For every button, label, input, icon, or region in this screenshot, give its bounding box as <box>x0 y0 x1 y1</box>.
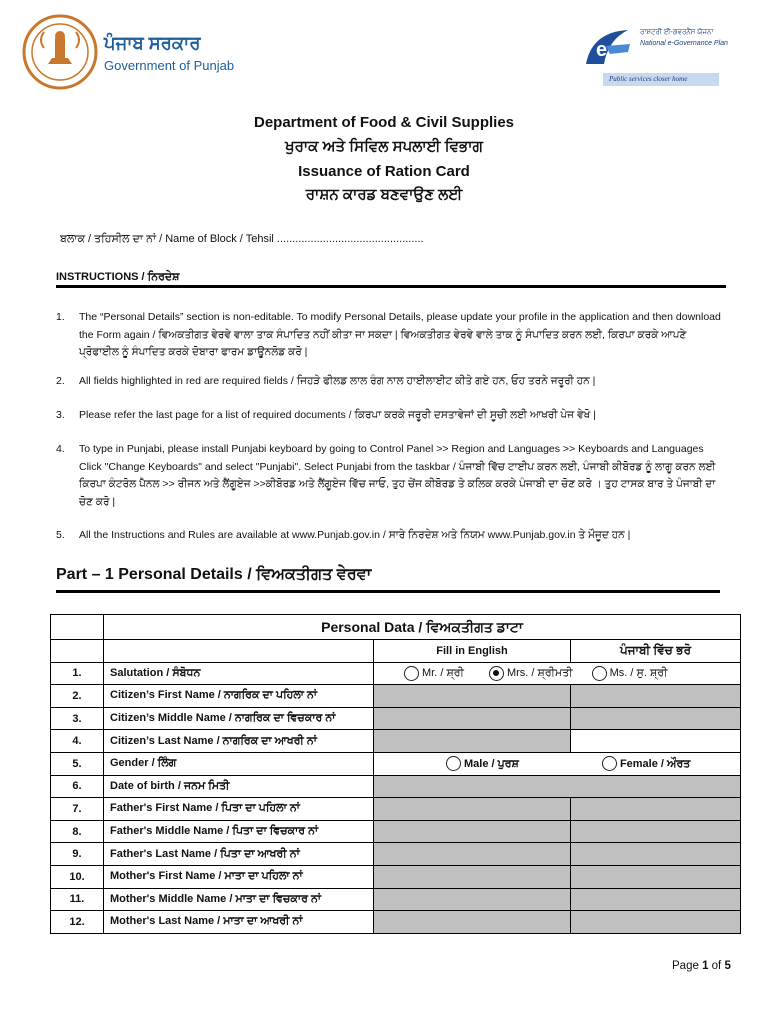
instruction-item <box>56 527 721 545</box>
row-number: 1. <box>51 662 104 685</box>
column-header-punjabi: ਪੰਜਾਬੀ ਵਿੱਚ ਭਰੋ <box>571 640 741 663</box>
punjabi-input[interactable] <box>571 707 741 730</box>
english-input[interactable] <box>374 707 571 730</box>
option-label: Mrs. / ਸ਼੍ਰੀਮਤੀ <box>506 667 573 680</box>
row-number: 7. <box>51 798 104 821</box>
gender-female-radio[interactable] <box>602 758 690 770</box>
punjabi-input[interactable] <box>571 865 741 888</box>
instruction-number: 1. <box>56 311 65 323</box>
english-input[interactable] <box>374 820 571 843</box>
english-input[interactable] <box>374 798 571 821</box>
table-heading: Personal Data / ਵਿਅਕਤੀਗਤ ਡਾਟਾ <box>104 615 741 640</box>
salutation-row <box>51 662 741 685</box>
instruction-text: All the Instructions and Rules are available at www.Punjab.gov.in / ਸਾਰੇ ਨਿਰਦੇਸ਼ ਅਤੇ ਨਿਯਮ www.Punjab.gov.in ਤੇ ਮੌਜੂਦ ਹਨ | <box>79 529 631 541</box>
instruction-number: 5. <box>56 529 65 541</box>
instruction-item <box>56 373 721 391</box>
row-number: 5. <box>51 752 104 775</box>
instructions-divider <box>56 285 726 288</box>
page-of: of <box>708 960 725 972</box>
table-row <box>51 888 741 911</box>
instruction-text: All fields highlighted in red are required fields / ਜਿਹੜੇ ਫੀਲਡ ਲਾਲ ਰੰਗ ਨਾਲ ਹਾਈਲਾਈਟ ਕੀਤੇ ਗਏ ਹਨ, ਓਹ ਤਰਨੇ ਜਰੂਰੀ ਹਨ | <box>79 375 596 387</box>
dob-input[interactable] <box>374 775 741 798</box>
table-row <box>51 865 741 888</box>
page-total: 5 <box>724 960 731 972</box>
table-row <box>51 911 741 934</box>
table-row <box>51 707 741 730</box>
field-label: Mother's Last Name / ਮਾਤਾ ਦਾ ਆਖਰੀ ਨਾਂ <box>104 911 374 934</box>
punjabi-input[interactable] <box>571 798 741 821</box>
page-number <box>672 960 731 972</box>
govt-english-text: Government of Punjab <box>104 58 235 73</box>
part1-divider <box>56 590 720 593</box>
row-number: 9. <box>51 843 104 866</box>
salutation-mr-radio[interactable] <box>404 667 464 679</box>
department-title-punjabi: ਖੁਰਾਕ ਅਤੇ ਸਿਵਿਲ ਸਪਲਾਈ ਵਿਭਾਗ <box>285 138 483 155</box>
punjabi-input[interactable] <box>571 820 741 843</box>
row-number: 10. <box>51 865 104 888</box>
field-label: Father's First Name / ਪਿਤਾ ਦਾ ਪਹਿਲਾ ਨਾਂ <box>104 798 374 821</box>
egov-logo <box>582 26 634 68</box>
salutation-mrs-radio[interactable] <box>489 667 573 679</box>
blank-cell <box>51 615 104 640</box>
row-number: 12. <box>51 911 104 934</box>
option-label: Female / ਔਰਤ <box>619 757 691 770</box>
instruction-number: 3. <box>56 409 65 421</box>
gender-row <box>51 752 741 775</box>
field-label: Mother's First Name / ਮਾਤਾ ਦਾ ਪਹਿਲਾ ਨਾਂ <box>104 865 374 888</box>
field-label: Date of birth / ਜਨਮ ਮਿਤੀ <box>104 775 374 798</box>
column-header-row <box>51 640 741 663</box>
option-label: Male / ਪੁਰਸ਼ <box>464 757 519 770</box>
salutation-ms-radio[interactable] <box>592 667 668 679</box>
english-input[interactable] <box>374 888 571 911</box>
table-row <box>51 775 741 798</box>
block-tehsil-field[interactable]: ਬਲਾਕ / ਤਹਿਸੀਲ ਦਾ ਨਾਂ / Name of Block / Tehsil ................................................ <box>60 233 424 245</box>
form-title-punjabi: ਰਾਸ਼ਨ ਕਾਰਡ ਬਣਵਾਉਣ ਲਈ <box>305 186 463 203</box>
row-number: 6. <box>51 775 104 798</box>
page-label: Page <box>672 960 703 972</box>
instruction-number: 4. <box>56 443 65 455</box>
table-row <box>51 798 741 821</box>
egov-english-text: National e-Governance Plan <box>640 40 728 47</box>
field-label: Father's Middle Name / ਪਿਤਾ ਦਾ ਵਿਚਕਾਰ ਨਾਂ <box>104 820 374 843</box>
instructions-heading: INSTRUCTIONS / ਨਿਰਦੇਸ਼ <box>56 271 180 283</box>
punjabi-input[interactable] <box>571 730 741 753</box>
instruction-item <box>56 407 721 425</box>
part1-heading: Part – 1 Personal Details / ਵਿਅਕਤੀਗਤ ਵੇਰਵਾ <box>56 566 372 583</box>
blank-cell <box>51 640 104 663</box>
field-label: Father's Last Name / ਪਿਤਾ ਦਾ ਆਖਰੀ ਨਾਂ <box>104 843 374 866</box>
punjabi-input[interactable] <box>571 911 741 934</box>
instruction-text: To type in Punjabi, please install Punjabi keyboard by going to Control Panel >> Region and Languages >> Keyboards and Languages Click "Change Keyboards" and select "Punjabi". Select Punjabi from the taskbar / ਪੰਜਾਬੀ ਵਿੱਚ ਟਾਈਪ ਕਰਨ ਲਈ, ਪੰਜਾਬੀ ਕੀਬੋਰਡ ਨੂੰ ਲਾਗੂ ਕਰਨ ਲਈ ਕਿਰਪਾ ਕੰਟਰੋਲ ਪੈਨਲ >> ਰੀਜਨ ਅਤੇ ਲੈਂਗੂਏਜ >>ਕੀਬੋਰਡ ਅਤੇ ਲੈਂਗੂਏਜ ਵਿੱਚ ਜਾਓ, ਤੁਹ ਚੇਂਜ ਕੀਬੋਰਡ ਤੇ ਕਲਿਕ ਕਰਕੇ ਪੰਜਾਬੀ ਦਾ ਚੋਣ ਕਰੋ । ਤੁਹ ਟਾਸਕ ਬਾਰ ਤੇ ਪੰਜਾਬੀ ਦਾ ਚੋਣ ਕਰੋ | <box>79 443 716 508</box>
field-label: Citizen’s Last Name / ਨਾਗਰਿਕ ਦਾ ਆਖਰੀ ਨਾਂ <box>104 730 374 753</box>
english-input[interactable] <box>374 911 571 934</box>
field-label: Mother's Middle Name / ਮਾਤਾ ਦਾ ਵਿਚਕਾਰ ਨਾਂ <box>104 888 374 911</box>
table-row <box>51 843 741 866</box>
egov-tagline: Public services closer home <box>603 73 719 86</box>
table-row <box>51 820 741 843</box>
table-heading-row <box>51 615 741 640</box>
form-title: Issuance of Ration Card <box>298 163 470 180</box>
instruction-text: The “Personal Details” section is non-editable. To modify Personal Details, please update your profile in the application and then download the Form again / ਵਿਅਕਤੀਗਤ ਵੇਰਵੇ ਵਾਲਾ ਤਾਕ ਸੰਪਾਦਿਤ ਨਹੀਂ ਕੀਤਾ ਜਾ ਸਕਦਾ | ਵਿਅਕਤੀਗਤ ਵੇਰਵੇ ਵਾਲੇ ਤਾਕ ਨੂੰ ਸੰਪਾਦਿਤ ਕਰਨ ਲਈ, ਕਿਰਪਾ ਕਰਕੇ ਆਪਣੇ ਪ੍ਰੋਫਾਈਲ ਨੂੰ ਸੰਪਾਦਿਤ ਕਰਕੇ ਦੋਬਾਰਾ ਫਾਰਮ ਡਾਊਨਲੋਡ ਕਰੋ | <box>79 311 721 358</box>
option-label: Ms. / ਸੁ. ਸ਼੍ਰੀ <box>609 667 668 680</box>
english-input[interactable] <box>374 685 571 708</box>
department-title: Department of Food & Civil Supplies <box>253 114 515 131</box>
table-row <box>51 730 741 753</box>
instruction-text: Please refer the last page for a list of required documents / ਕਿਰਪਾ ਕਰਕੇ ਜਰੂਰੀ ਦਸਤਾਵੇਜਾਂ ਦੀ ਸੂਚੀ ਲਈ ਆਖਰੀ ਪੇਜ ਵੇਖੋ | <box>79 409 596 421</box>
punjab-govt-seal-logo <box>22 14 98 90</box>
instruction-number: 2. <box>56 375 65 387</box>
table-row <box>51 685 741 708</box>
salutation-options <box>374 662 741 685</box>
page-current: 1 <box>702 960 709 972</box>
salutation-label: Salutation / ਸੰਬੋਧਨ <box>104 662 374 685</box>
instruction-item <box>56 309 721 363</box>
instruction-item <box>56 441 721 513</box>
english-input[interactable] <box>374 730 571 753</box>
row-number: 11. <box>51 888 104 911</box>
gender-options <box>374 752 741 775</box>
option-label: Mr. / ਸ਼੍ਰੀ <box>422 667 464 680</box>
personal-data-table <box>50 614 741 934</box>
english-input[interactable] <box>374 865 571 888</box>
blank-cell <box>104 640 374 663</box>
field-label: Citizen’s Middle Name / ਨਾਗਰਿਕ ਦਾ ਵਿਚਕਾਰ ਨਾਂ <box>104 707 374 730</box>
punjabi-input[interactable] <box>571 685 741 708</box>
column-header-english: Fill in English <box>374 640 571 663</box>
punjabi-input[interactable] <box>571 843 741 866</box>
punjabi-input[interactable] <box>571 888 741 911</box>
row-number: 8. <box>51 820 104 843</box>
row-number: 4. <box>51 730 104 753</box>
field-label: Citizen’s First Name / ਨਾਗਰਿਕ ਦਾ ਪਹਿਲਾ ਨਾਂ <box>104 685 374 708</box>
row-number: 2. <box>51 685 104 708</box>
english-input[interactable] <box>374 843 571 866</box>
egov-punjabi-text: ਰਾਸ਼ਟਰੀ ਈ-ਗਵਰਨੈਂਸ ਯੋਜਨਾ <box>640 29 714 36</box>
row-number: 3. <box>51 707 104 730</box>
svg-text:e: e <box>596 39 608 61</box>
govt-punjabi-text: ਪੰਜਾਬ ਸਰਕਾਰ <box>104 33 201 53</box>
gender-male-radio[interactable] <box>446 758 519 770</box>
gender-label: Gender / ਲਿੰਗ <box>104 752 374 775</box>
